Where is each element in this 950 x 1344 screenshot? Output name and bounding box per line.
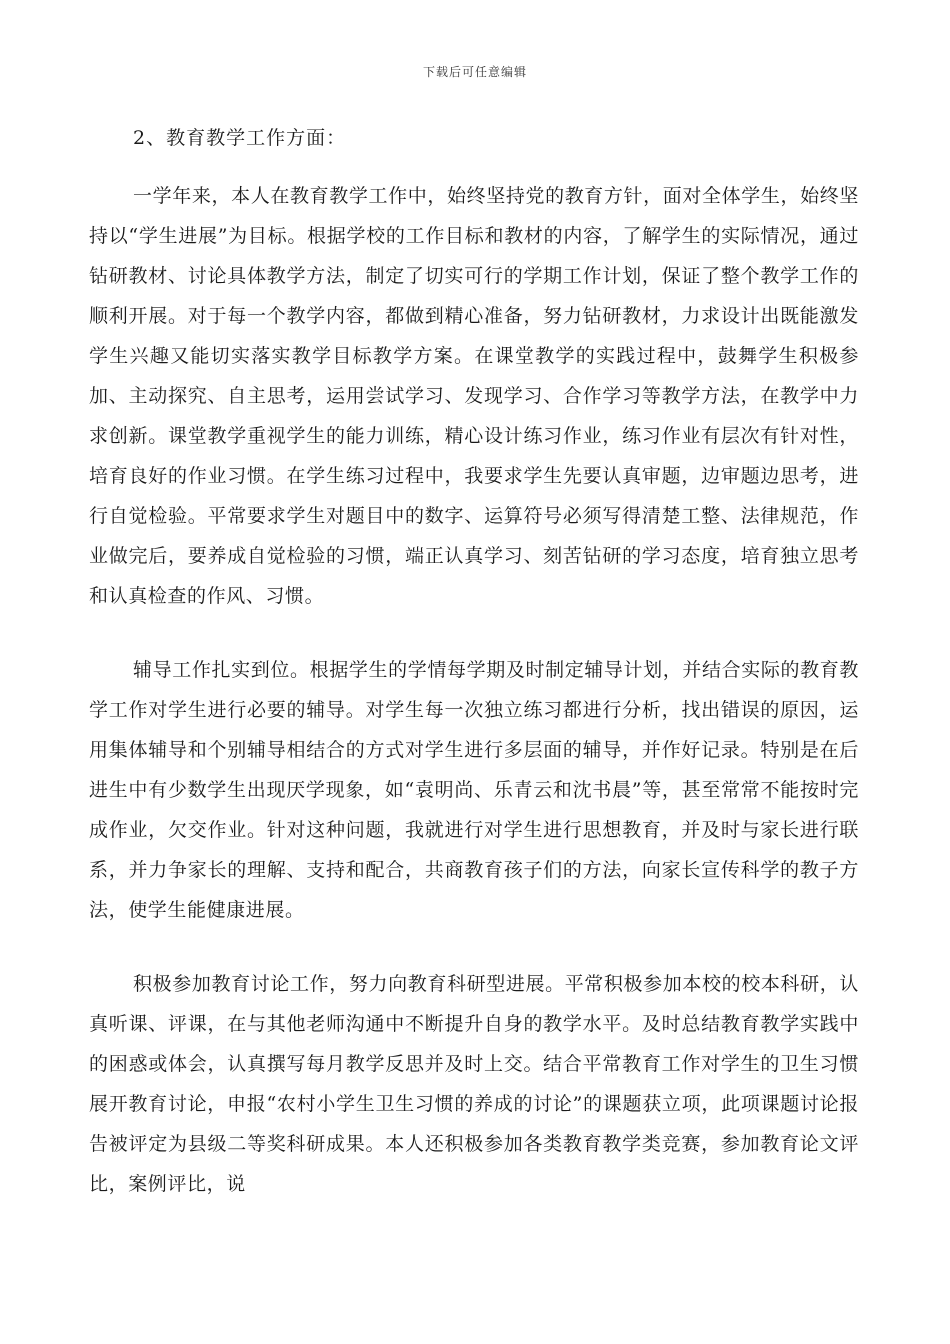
spacer (89, 930, 859, 964)
paragraph-tutoring: 辅导工作扎实到位。根据学生的学情每学期及时制定辅导计划，并结合实际的教育教学工作对学生进行必要的辅导。对学生每一次独立练习都进行分析，找出错误的原因，运用集体辅导和个别辅导相结合的方式对学生进行多层面的辅导，并作好记录。特别是在后进生中有少数学生出现厌学现象，如“袁明尚、乐青云和沈书晨”等，甚至常常不能按时完成作业，欠交作业。针对这种问题，我就进行对学生进行思想教育，并及时与家长进行联系，并力争家长的理解、支持和配合，共商教育孩子们的方法，向家长宣传科学的教子方法，使学生能健康进展。 (89, 659, 859, 921)
page-header-note: 下载后可任意编辑 (422, 65, 527, 79)
document-body (89, 118, 859, 1204)
spacer (89, 158, 859, 176)
paragraph-teaching: 一学年来，本人在教育教学工作中，始终坚持党的教育方针，面对全体学生，始终坚持以“学生进展”为目标。根据学校的工作目标和教材的内容，了解学生的实际情况，通过钻研教材、讨论具体教学方法，制定了切实可行的学期工作计划，保证了整个教学工作的顺利开展。对于每一个教学内容，都做到精心准备，努力钻研教材，力求设计出既能激发学生兴趣又能切实落实教学目标教学方案。在课堂教学的实践过程中，鼓舞学生积极参加、主动探究、自主思考，运用尝试学习、发现学习、合作学习等教学方法，在教学中力求创新。课堂教学重视学生的能力训练，精心设计练习作业，练习作业有层次有针对性，培育良好的作业习惯。在学生练习过程中，我要求学生先要认真审题，边审题边思考，进行自觉检验。平常要求学生对题目中的数字、运算符号必须写得清楚工整、法律规范，作业做完后，要养成自觉检验的习惯，端正认真学习、刻苦钻研的学习态度，培育独立思考和认真检查的作风、习惯。 (89, 185, 859, 607)
paragraph-research: 积极参加教育讨论工作，努力向教育科研型进展。平常积极参加本校的校本科研，认真听课、评课，在与其他老师沟通中不断提升自身的教学水平。及时总结教育教学实践中的困惑或体会，认真撰写每月教学反思并及时上交。结合平常教育工作对学生的卫生习惯展开教育讨论，申报“农村小学生卫生习惯的养成的讨论”的课题获立项，此项课题讨论报告被评定为县级二等奖科研成果。本人还积极参加各类教育教学类竞赛，参加教育论文评比，案例评比，说 (89, 973, 859, 1195)
section-heading: 2、教育教学工作方面： (133, 127, 347, 149)
spacer (89, 616, 859, 650)
